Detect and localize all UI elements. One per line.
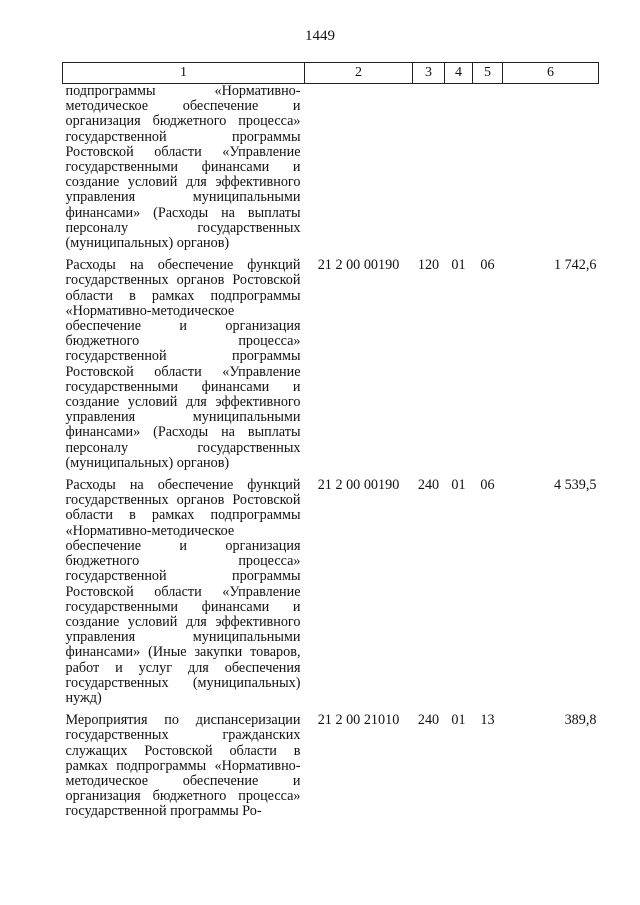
header-col-6: 6	[503, 63, 599, 84]
row-code	[305, 84, 413, 252]
table-row	[63, 471, 599, 706]
row-col-4: 01	[451, 257, 466, 274]
row-col-3	[413, 84, 445, 252]
row-col-3: 120	[417, 257, 440, 274]
row-description: Расходы на обеспечение функций государственных органов Ростовской области в рамках подпрограммы «Нормативно-методическое обеспечение и организация бюджетного процесса» государственной программы Ростовской области «Управление государственными финансами и создание условий для эффективного управления муниципальными финансами» (Расходы на выплаты персоналу государственных (муниципальных) органов)	[65, 257, 301, 471]
row-amount: 389,8	[564, 712, 597, 729]
row-code: 21 2 00 21010	[317, 712, 400, 729]
row-col-4	[445, 84, 473, 252]
header-col-4: 4	[445, 63, 473, 84]
row-description: Мероприятия по диспансеризации государственных гражданских служащих Ростовской области в рамках подпрограммы «Нормативно-методическое обеспечение и организация бюджетного процесса» государственной программы Ро-	[65, 712, 301, 820]
row-code: 21 2 00 00190	[317, 477, 400, 494]
row-code: 21 2 00 00190	[317, 257, 400, 274]
page-number: 1449	[305, 28, 335, 44]
table-row	[63, 251, 599, 471]
row-description: подпрограммы «Нормативно-методическое обеспечение и организация бюджетного процесса» государственной программы Ростовской области «Управление государственными финансами и создание условий для эффективного управления муниципальными финансами» (Расходы на выплаты персоналу государственных (муниципальных) органов)	[65, 83, 301, 252]
header-col-5: 5	[473, 63, 503, 84]
table-header-row	[63, 63, 599, 84]
row-col-5: 13	[480, 712, 495, 729]
row-col-5: 06	[480, 477, 495, 494]
row-col-3: 240	[417, 477, 440, 494]
row-col-4: 01	[451, 477, 466, 494]
row-col-5	[473, 84, 503, 252]
row-amount: 4 539,5	[553, 477, 597, 494]
row-amount: 1 742,6	[553, 257, 597, 274]
table-row	[63, 84, 599, 252]
row-col-3: 240	[417, 712, 440, 729]
row-col-5: 06	[480, 257, 495, 274]
header-col-2: 2	[305, 63, 413, 84]
table-row	[63, 706, 599, 819]
row-col-4: 01	[451, 712, 466, 729]
budget-table	[62, 62, 599, 820]
header-col-1: 1	[63, 63, 305, 84]
row-description: Расходы на обеспечение функций государственных органов Ростовской области в рамках подпрограммы «Нормативно-методическое обеспечение и организация бюджетного процесса» государственной программы Ростовской области «Управление государственными финансами и создание условий для эффективного управления муниципальными финансами» (Иные закупки товаров, работ и услуг для обеспечения государственных (муниципальных) нужд)	[65, 477, 301, 706]
header-col-3: 3	[413, 63, 445, 84]
row-amount	[503, 84, 599, 252]
